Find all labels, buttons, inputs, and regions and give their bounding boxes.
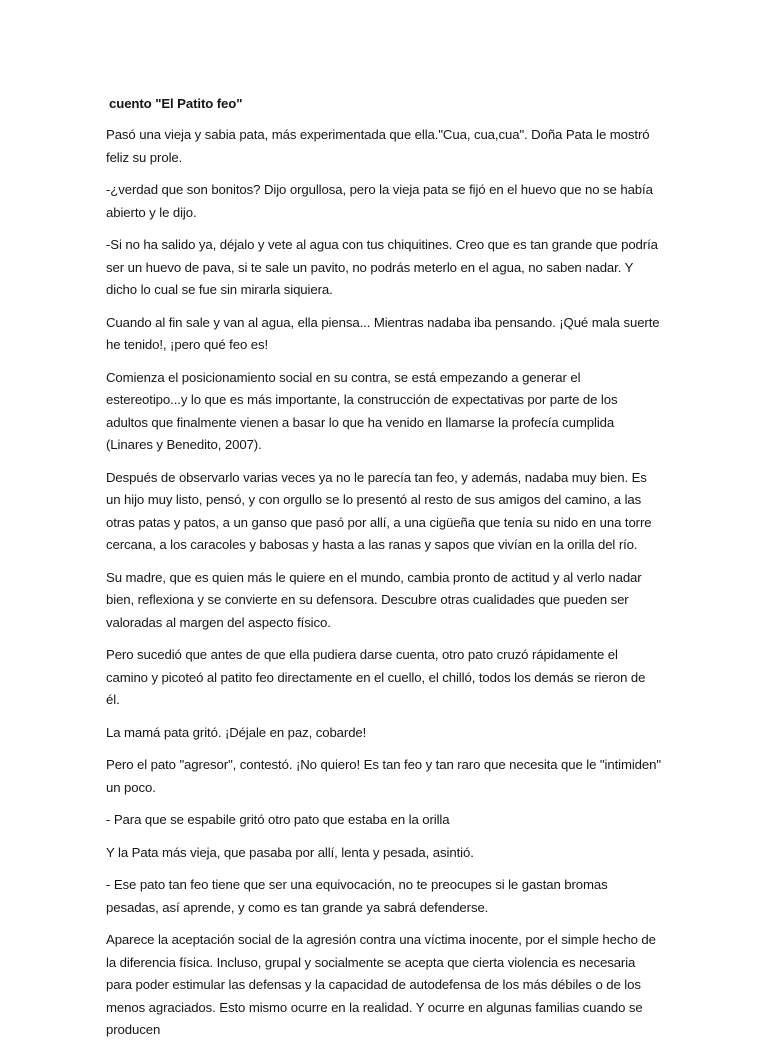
paragraph-6: Después de observarlo varias veces ya no le parecía tan feo, y además, nadaba muy bien. Es un hijo muy listo, pensó, y con orgullo se lo presentó al resto de sus amigos del camino, a las otras patas y patos, a un ganso que pasó por allí, a una cigüeña que tenía su nido en una torre cercana, a los caracoles y babosas y hasta a las ranas y sapos que vivían en la orilla del río.: [106, 469, 652, 552]
paragraph-11: - Para que se espabile gritó otro pato que estaba en la orilla: [106, 812, 450, 827]
paragraph-1: Pasó una vieja y sabia pata, más experimentada que ella."Cua, cua,cua". Doña Pata le mostró feliz su prole.: [106, 127, 650, 165]
paragraph-10: Pero el pato "agresor", contestó. ¡No quiero! Es tan feo y tan raro que necesita que le "intimiden" un poco.: [106, 757, 661, 795]
paragraph-3: -Si no ha salido ya, déjalo y vete al agua con tus chiquitines. Creo que es tan grande que podría ser un huevo de pava, si te sale un pavito, no podrás meterlo en el agua, no saben nadar. Y dicho lo cual se fue sin mirarla siquiera.: [106, 237, 658, 297]
paragraph-8: Pero sucedió que antes de que ella pudiera darse cuenta, otro pato cruzó rápidamente el camino y picoteó al patito feo directamente en el cuello, el chilló, todos los demás se rieron de él.: [106, 647, 646, 707]
paragraph-14: Aparece la aceptación social de la agresión contra una víctima inocente, por el simple hecho de la diferencia física. Incluso, grupal y socialmente se acepta que cierta violencia es necesaria para poder estimular las defensas y la capacidad de autodefensa de los más débiles o de los menos agraciados. Esto mismo ocurre en la realidad. Y ocurre en algunas familias cuando se producen: [106, 932, 656, 1037]
paragraph-7: Su madre, que es quien más le quiere en el mundo, cambia pronto de actitud y al verlo nadar bien, reflexiona y se convierte en su defensora. Descubre otras cualidades que pueden ser valoradas al margen del aspecto físico.: [106, 569, 642, 630]
paragraph-12: Y la Pata más vieja, que pasaba por allí, lenta y pesada, asintió.: [106, 844, 474, 860]
paragraph-5: Comienza el posicionamiento social en su contra, se está empezando a generar el estereotipo...y lo que es más importante, la construcción de expectativas por parte de los adultos que finalmente vienen a basar lo que ha venido en llamarse la profecía cumplida (Linares y Benedito, 2007).: [106, 369, 618, 452]
paragraph-2: -¿verdad que son bonitos? Dijo orgullosa, pero la vieja pata se fijó en el huevo que no se había abierto y le dijo.: [106, 182, 653, 220]
document-title: cuento "El Patito feo": [109, 96, 243, 111]
paragraph-4: Cuando al fin sale y van al agua, ella piensa... Mientras nadaba iba pensando. ¡Qué mala suerte he tenido!, ¡pero qué feo es!: [106, 314, 660, 352]
document-body: [106, 93, 662, 1052]
paragraph-9: La mamá pata gritó. ¡Déjale en paz, cobarde!: [106, 724, 367, 740]
paragraph-13: - Ese pato tan feo tiene que ser una equivocación, no te preocupes si le gastan bromas pesadas, así aprende, y como es tan grande ya sabrá defenderse.: [106, 877, 608, 915]
